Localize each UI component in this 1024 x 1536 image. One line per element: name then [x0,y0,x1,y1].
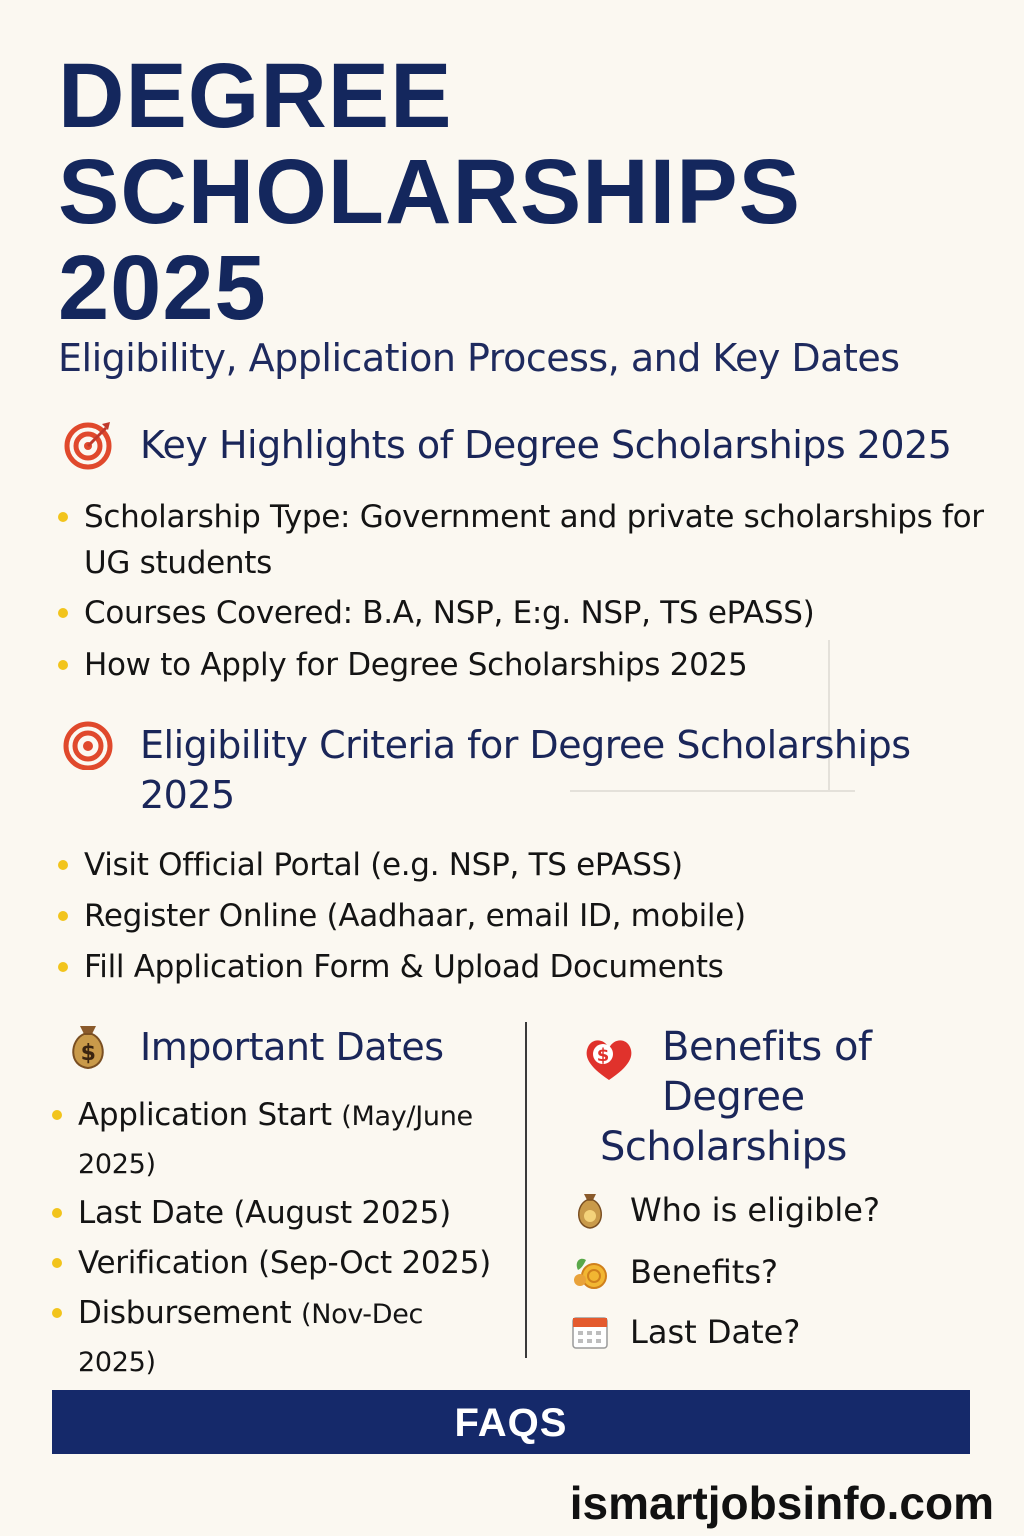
date-item [52,1190,512,1236]
money-bag-icon [570,1190,610,1230]
money-bag-icon [62,1020,114,1072]
date-detail: (May/June [341,1101,473,1132]
calendar-icon [570,1312,610,1352]
date-main: Disbursement [78,1295,292,1331]
highlight-item: Courses Covered: B.A, NSP, E:g. NSP, TS ePASS) [58,590,988,636]
benefits-heading-line-1: Benefits of [662,1024,872,1070]
date-line-2: 2025) [78,1149,156,1180]
coin-plant-icon [570,1252,610,1292]
faq-item-label: Last Date? [630,1313,801,1351]
target-icon [62,418,114,470]
date-detail: (Nov-Dec [300,1299,424,1330]
benefits-heading-line-2: Degree [662,1074,805,1120]
dates-heading [62,1022,444,1072]
date-item [52,1290,512,1386]
date-line-2: 2025) [78,1347,156,1378]
eligibility-item: Fill Application Form & Upload Documents [58,944,978,990]
dates-list [52,1092,512,1386]
date-main: Application Start [78,1097,332,1133]
highlight-item: Scholarship Type: Government and private scholarships for UG students [58,494,988,586]
page-title [58,45,801,339]
page-subtitle: Eligibility, Application Process, and Key Dates [58,336,900,380]
eligibility-item: Register Online (Aadhaar, email ID, mobile) [58,893,978,939]
column-divider [525,1022,527,1358]
highlights-heading [62,420,951,470]
highlight-item: How to Apply for Degree Scholarships 2025 [58,642,988,688]
date-main: Verification (Sep-Oct 2025) [78,1245,491,1281]
date-main: Last Date (August 2025) [78,1195,451,1231]
eligibility-list [58,842,978,990]
bullseye-icon [62,718,114,770]
svg-text:$: $ [80,1041,96,1066]
eligibility-item: Visit Official Portal (e.g. NSP, TS ePASS) [58,842,978,888]
eligibility-heading-line-1: Eligibility Criteria for Degree Scholarships [140,723,911,767]
faq-item-label: Who is eligible? [630,1191,880,1229]
faq-item-benefits [570,1252,778,1292]
highlights-heading-text: Key Highlights of Degree Scholarships 2025 [140,423,952,467]
dates-heading-text: Important Dates [140,1025,444,1069]
faq-banner[interactable]: FAQS [52,1390,970,1454]
benefits-heading [600,1022,872,1172]
benefits-heading-line-3: Scholarships [600,1124,847,1170]
site-url[interactable]: ismartjobsinfo.com [569,1477,994,1529]
faq-item-label: Benefits? [630,1253,778,1291]
eligibility-heading [62,720,982,820]
svg-text:$: $ [596,1045,610,1066]
title-line-3: 2025 [58,237,267,339]
title-line-2: SCHOLARSHIPS [58,141,801,243]
date-item [52,1240,512,1286]
date-item [52,1092,512,1188]
eligibility-heading-line-2: 2025 [140,773,235,817]
faq-item-last-date [570,1312,800,1352]
highlights-list [58,494,988,688]
faq-item-eligible [570,1190,880,1230]
title-line-1: DEGREE [58,45,453,147]
